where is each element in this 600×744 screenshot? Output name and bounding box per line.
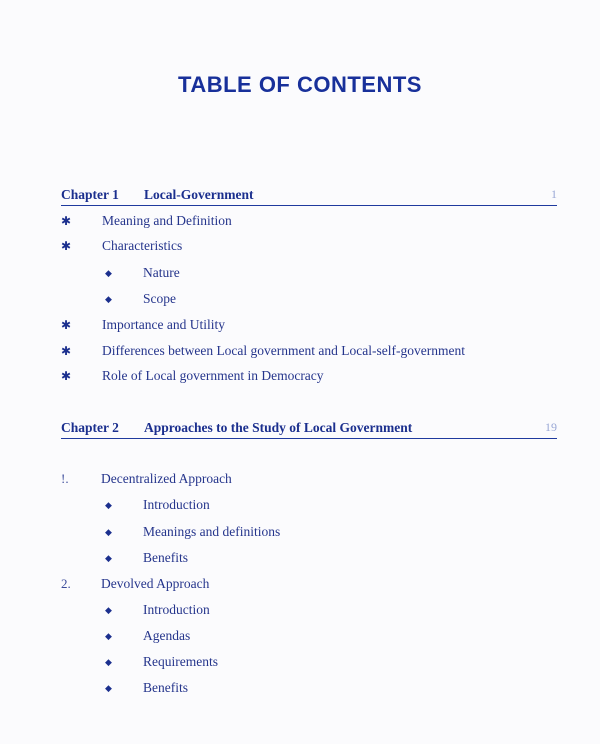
diamond-bullet-icon: ◆ [105, 657, 112, 667]
toc-section-decentralized: Decentralized Approach [101, 471, 232, 486]
toc-item-characteristics: Characteristics [102, 238, 183, 253]
diamond-bullet-icon: ◆ [105, 553, 112, 563]
chapter-2-title: Approaches to the Study of Local Government [144, 420, 413, 435]
toc-item-differences: Differences between Local government and Local-self-government [102, 343, 465, 358]
chapter-2-number: Chapter 2 [61, 420, 119, 435]
diamond-bullet-icon: ◆ [105, 631, 112, 641]
page-title: TABLE OF CONTENTS [178, 72, 422, 97]
chapter-1-heading [61, 185, 557, 206]
toc-subitem-agendas: Agendas [143, 628, 191, 643]
toc-item-importance: Importance and Utility [102, 317, 225, 332]
chapter-1-page: 1 [551, 187, 557, 201]
chapter-2-heading [61, 418, 557, 439]
diamond-bullet-icon: ◆ [105, 268, 112, 278]
star-bullet-icon: ✱ [61, 344, 72, 358]
diamond-bullet-icon: ◆ [105, 683, 112, 693]
chapter-2-page: 19 [545, 420, 557, 434]
chapter-1-title: Local-Government [144, 187, 254, 202]
diamond-bullet-icon: ◆ [105, 605, 112, 615]
toc-subitem-requirements: Requirements [143, 654, 218, 669]
toc-subitem-benefits: Benefits [143, 680, 188, 695]
section-number: !. [61, 471, 69, 486]
star-bullet-icon: ✱ [61, 369, 72, 383]
toc-section-devolved: Devolved Approach [101, 576, 210, 591]
star-bullet-icon: ✱ [61, 214, 72, 228]
toc-item-meaning: Meaning and Definition [102, 213, 232, 228]
toc-subitem-benefits: Benefits [143, 550, 188, 565]
chapter-1-number: Chapter 1 [61, 187, 119, 202]
diamond-bullet-icon: ◆ [105, 500, 112, 510]
diamond-bullet-icon: ◆ [105, 527, 112, 537]
toc-subitem-nature: Nature [143, 265, 180, 280]
star-bullet-icon: ✱ [61, 239, 72, 253]
toc-subitem-meanings: Meanings and definitions [143, 524, 281, 539]
section-number: 2. [61, 576, 71, 591]
toc-subitem-introduction: Introduction [143, 497, 210, 512]
toc-item-role: Role of Local government in Democracy [102, 368, 324, 383]
diamond-bullet-icon: ◆ [105, 294, 112, 304]
toc-subitem-introduction: Introduction [143, 602, 210, 617]
star-bullet-icon: ✱ [61, 318, 72, 332]
toc-subitem-scope: Scope [143, 291, 176, 306]
